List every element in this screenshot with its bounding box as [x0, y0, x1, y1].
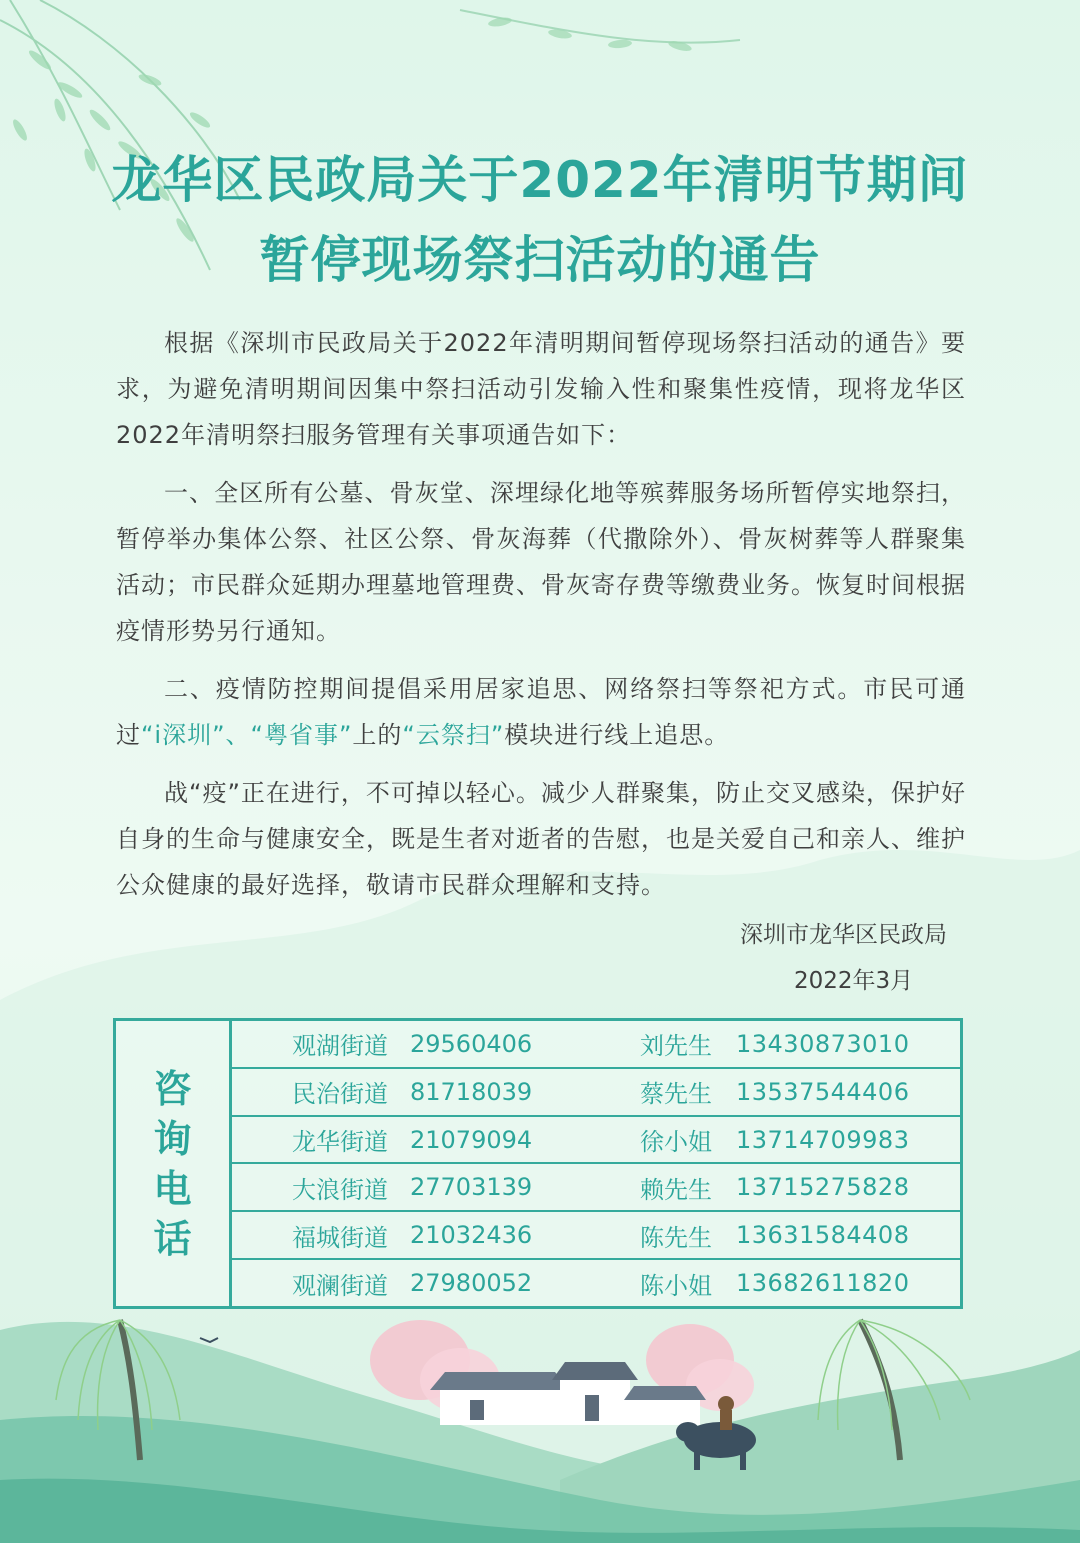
p3-text-b: 上的	[352, 721, 403, 749]
contact-mobile: 13430873010	[736, 1029, 910, 1058]
table-row	[232, 1117, 960, 1165]
contact-person: 陈小姐	[640, 1271, 712, 1300]
title-line-2: 暂停现场祭扫活动的通告	[259, 231, 821, 289]
table-row	[232, 1212, 960, 1260]
signature-date: 2022年3月	[794, 968, 914, 994]
contact-mobile: 13631584408	[736, 1221, 910, 1250]
contact-mobile: 13715275828	[736, 1173, 910, 1202]
table-row	[232, 1021, 960, 1069]
contact-person: 徐小姐	[640, 1128, 712, 1157]
highlight-apps: “i深圳”、“粤省事”	[141, 721, 353, 749]
paragraph-item-2	[116, 666, 966, 758]
street-name: 观澜街道	[292, 1271, 388, 1300]
p3-text-a: 二、疫情防控期间提倡采用居家追思、网络祭扫等祭祀方式。市民可通过	[116, 675, 966, 749]
contact-mobile: 13682611820	[736, 1269, 910, 1298]
table-row	[232, 1164, 960, 1212]
notice-body	[116, 320, 966, 920]
street-name: 民治街道	[292, 1080, 388, 1109]
street-phone: 27980052	[410, 1269, 533, 1298]
contact-label-char: 话	[153, 1216, 192, 1261]
contact-label-char: 询	[153, 1116, 192, 1161]
contact-mobile: 13537544406	[736, 1077, 910, 1106]
paragraph-intro: 根据《深圳市民政局关于2022年清明期间暂停现场祭扫活动的通告》要求，为避免清明期间因集中祭扫活动引发输入性和聚集性疫情，现将龙华区2022年清明祭扫服务管理有关事项通告如下：	[116, 329, 966, 449]
p3-text-c: 模块进行线上追思。	[504, 721, 730, 749]
title-line-1: 龙华区民政局关于2022年清明节期间	[111, 151, 969, 209]
contact-table	[113, 1018, 963, 1309]
street-phone: 81718039	[410, 1077, 533, 1106]
contact-person: 蔡先生	[640, 1080, 712, 1109]
contact-mobile: 13714709983	[736, 1125, 910, 1154]
notice-title	[0, 140, 1080, 300]
willow-branch-top-center	[460, 10, 740, 43]
highlight-cloud-memorial: “云祭扫”	[402, 721, 505, 749]
street-name: 龙华街道	[292, 1128, 388, 1157]
signature-block	[740, 912, 947, 1004]
street-phone: 29560406	[410, 1029, 533, 1058]
contact-person: 陈先生	[640, 1223, 712, 1252]
table-row	[232, 1069, 960, 1117]
contact-person: 刘先生	[640, 1032, 712, 1061]
signature-org: 深圳市龙华区民政局	[740, 922, 947, 948]
contact-rows	[232, 1021, 960, 1306]
contact-label	[116, 1021, 232, 1306]
street-phone: 21079094	[410, 1125, 533, 1154]
street-phone: 27703139	[410, 1173, 533, 1202]
paragraph-item-1: 一、全区所有公墓、骨灰堂、深埋绿化地等殡葬服务场所暂停实地祭扫，暂停举办集体公祭、社区公祭、骨灰海葬（代撒除外）、骨灰树葬等人群聚集活动；市民群众延期办理墓地管理费、骨灰寄存费等缴费业务。恢复时间根据疫情形势另行通知。	[116, 479, 966, 645]
contact-label-char: 电	[153, 1166, 192, 1211]
paragraph-closing: 战“疫”正在进行，不可掉以轻心。减少人群聚集，防止交叉感染，保护好自身的生命与健康安全，既是生者对逝者的告慰，也是关爱自己和亲人、维护公众健康的最好选择，敬请市民群众理解和支持。	[116, 779, 966, 899]
street-name: 大浪街道	[292, 1175, 388, 1204]
contact-person: 赖先生	[640, 1175, 712, 1204]
street-name: 观湖街道	[292, 1032, 388, 1061]
contact-label-char: 咨	[153, 1066, 192, 1111]
table-row	[232, 1260, 960, 1306]
street-name: 福城街道	[292, 1223, 388, 1252]
street-phone: 21032436	[410, 1221, 533, 1250]
